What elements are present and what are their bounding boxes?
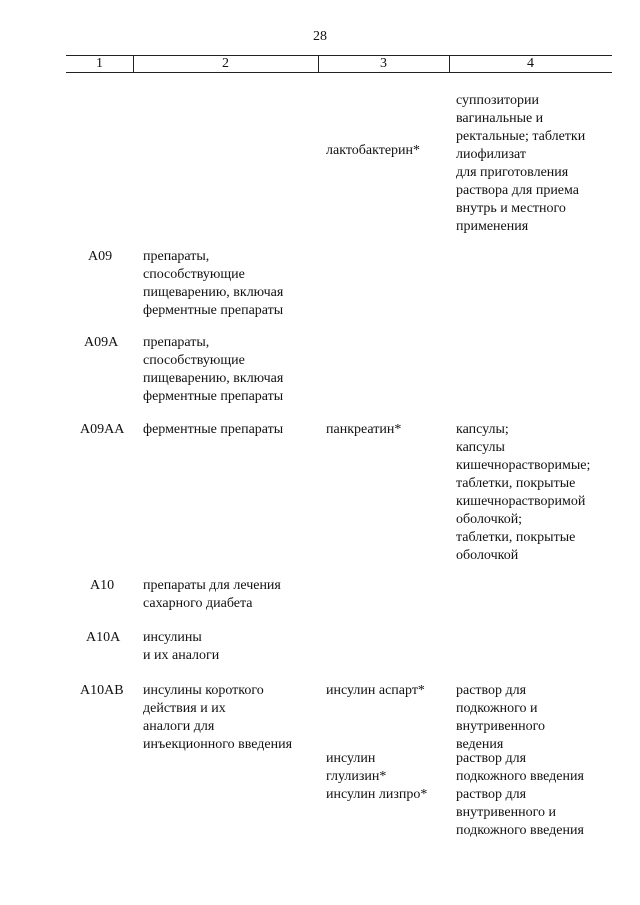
- atc-code: A09A: [84, 335, 119, 350]
- dosage-form: раствор для подкожного введения: [456, 751, 584, 784]
- column-header-1: 1: [96, 56, 103, 71]
- page-number: 28: [313, 29, 327, 44]
- atc-group-name: препараты, способствующие пищеварению, включая ферментные препараты: [143, 335, 284, 404]
- atc-group-name: препараты, способствующие пищеварению, включая ферментные препараты: [143, 249, 284, 318]
- atc-code: A10: [90, 578, 115, 593]
- atc-code: A09AA: [80, 422, 125, 437]
- dosage-form: капсулы; капсулы кишечнорастворимые; таблетки, покрытые кишечнорастворимой оболочкой; таблетки, покрытые оболочкой: [456, 422, 591, 563]
- atc-code: A10AB: [80, 683, 124, 698]
- drug-name: инсулин лизпро*: [326, 787, 428, 802]
- atc-group-name: препараты для лечения сахарного диабета: [143, 578, 281, 611]
- drug-name: инсулин аспарт*: [326, 683, 425, 698]
- atc-code: A09: [88, 249, 113, 264]
- column-header-3: 3: [380, 56, 387, 71]
- column-header-4: 4: [527, 56, 534, 71]
- atc-group-name: ферментные препараты: [143, 422, 284, 437]
- dosage-form: раствор для подкожного и внутривенного ведения: [456, 683, 546, 752]
- column-header-2: 2: [222, 56, 229, 71]
- atc-group-name: инсулины и их аналоги: [143, 630, 220, 663]
- table-header-bottom-rule: [66, 72, 612, 73]
- drug-name: лактобактерин*: [326, 143, 421, 158]
- atc-group-name: инсулины короткого действия и их аналоги для инъекционного введения: [143, 683, 293, 752]
- atc-code: A10A: [86, 630, 121, 645]
- dosage-form: суппозитории вагинальные и ректальные; таблетки лиофилизат для приготовления раствора для приема внутрь и местного применения: [456, 93, 586, 234]
- drug-name: панкреатин*: [326, 422, 402, 437]
- drug-name: инсулин глулизин*: [326, 751, 387, 784]
- dosage-form: раствор для внутривенного и подкожного введения: [456, 787, 584, 838]
